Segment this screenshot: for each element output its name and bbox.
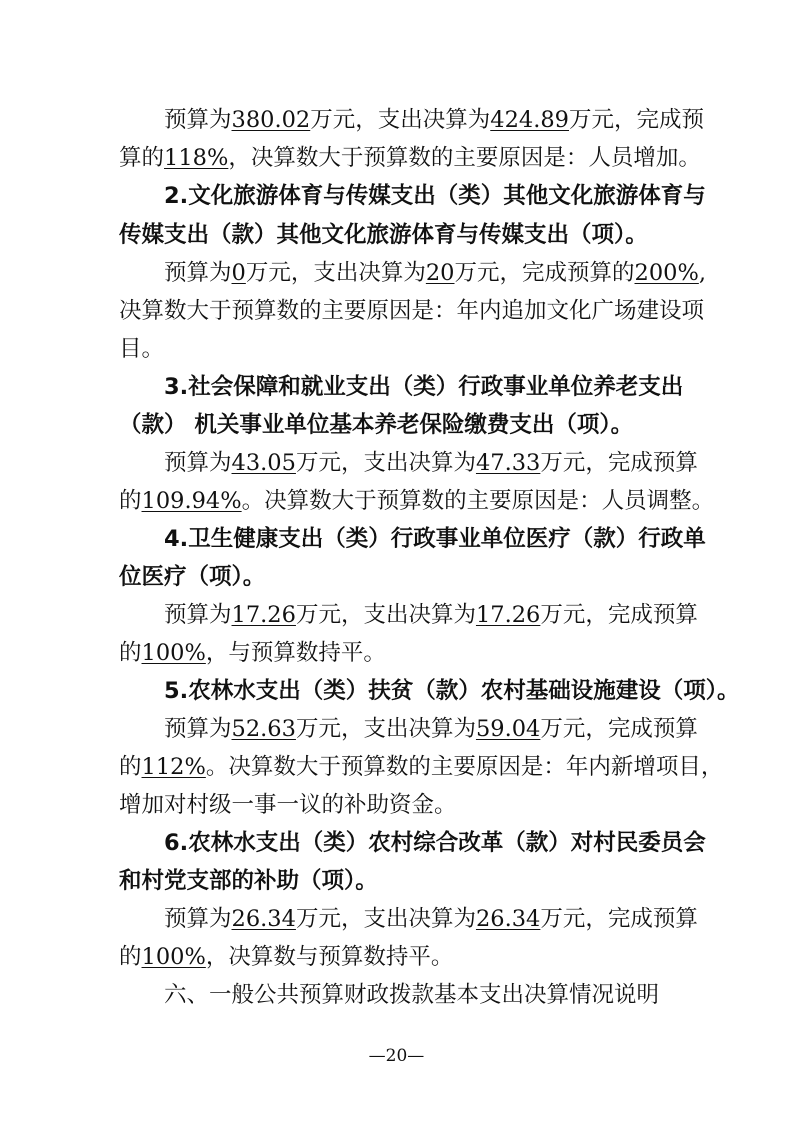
paragraph-4-line-1 <box>164 599 698 631</box>
text: 。决算数大于预算数的主要原因是：年内新增项目， <box>205 754 724 780</box>
paragraph-6-line-2 <box>119 941 453 973</box>
text: 万元，支出决算为 <box>295 450 476 476</box>
text: 万元，支出决算为 <box>245 260 426 286</box>
paragraph-3-line-1 <box>164 447 698 479</box>
heading-2-line-1: 2.文化旅游体育与传媒支出（类）其他文化旅游体育与 <box>164 183 706 209</box>
heading-4-line-1: 4.卫生健康支出（类）行政事业单位医疗（款）行政单 <box>164 526 706 552</box>
paragraph-1-line-1 <box>164 104 704 136</box>
paragraph-5-line-1 <box>164 713 698 745</box>
budget-value: 26.34 <box>231 906 296 932</box>
budget-value: 17.26 <box>231 602 296 628</box>
heading-6-line-2: 和村党支部的补助（项）。 <box>119 868 378 894</box>
paragraph-3-line-2 <box>119 485 714 517</box>
text: ，决算数大于预算数的主要原因是：人员增加。 <box>228 145 701 171</box>
section-heading: 六、一般公共预算财政拨款基本支出决算情况说明 <box>164 982 660 1008</box>
text: 万元，完成预算 <box>540 906 698 932</box>
completion-rate: 100% <box>141 944 206 970</box>
heading-3-line-2: （款） 机关事业单位基本养老保险缴费支出（项）。 <box>119 412 634 438</box>
text: 的 <box>119 640 142 666</box>
actual-value: 26.34 <box>475 906 541 932</box>
text: 的 <box>119 488 142 514</box>
paragraph-2-line-2: 决算数大于预算数的主要原因是：年内追加文化广场建设项 <box>119 298 705 324</box>
text: 预算为 <box>164 716 232 742</box>
paragraph-5-line-2 <box>119 751 723 783</box>
text: 万元，支出决算为 <box>295 906 476 932</box>
heading-5-line-1: 5.农林水支出（类）扶贫（款）农村基础设施建设（项）。 <box>164 678 740 704</box>
text: 万元，完成预算 <box>540 716 698 742</box>
text: 万元，支出决算为 <box>295 602 476 628</box>
heading-6-line-1: 6.农林水支出（类）农村综合改革（款）对村民委员会 <box>164 830 706 856</box>
actual-value: 59.04 <box>475 716 541 742</box>
text: 万元，支出决算为 <box>310 107 491 133</box>
text: 万元，完成预算 <box>540 450 698 476</box>
text: 万元，完成预算 <box>540 602 698 628</box>
text: 的 <box>119 944 142 970</box>
actual-value: 17.26 <box>475 602 541 628</box>
actual-value: 424.89 <box>490 107 569 133</box>
text: , <box>698 260 706 286</box>
heading-2-line-2: 传媒支出（款）其他文化旅游体育与传媒支出（项）。 <box>119 222 648 248</box>
text: 预算为 <box>164 602 232 628</box>
paragraph-6-line-1 <box>164 903 698 935</box>
completion-rate: 109.94% <box>141 488 242 514</box>
budget-value: 43.05 <box>231 450 296 476</box>
paragraph-4-line-2 <box>119 637 386 669</box>
completion-rate: 200% <box>634 260 699 286</box>
completion-rate: 112% <box>141 754 206 780</box>
text: 。决算数大于预算数的主要原因是：人员调整。 <box>241 488 715 514</box>
completion-rate: 100% <box>141 640 206 666</box>
text: 预算为 <box>164 906 232 932</box>
text: 预算为 <box>164 107 232 133</box>
actual-value: 47.33 <box>475 450 541 476</box>
paragraph-2-line-3: 目。 <box>119 336 165 362</box>
budget-value: 380.02 <box>231 107 311 133</box>
text: ，决算数与预算数持平。 <box>205 944 454 970</box>
actual-value: 20 <box>425 260 455 286</box>
paragraph-1-line-2 <box>119 142 701 174</box>
text: ，与预算数持平。 <box>205 640 386 666</box>
text: 万元，完成预算的 <box>454 260 635 286</box>
text: 万元，支出决算为 <box>295 716 476 742</box>
budget-value: 52.63 <box>231 716 296 742</box>
text: 预算为 <box>164 260 232 286</box>
heading-3-line-1: 3.社会保障和就业支出（类）行政事业单位养老支出 <box>164 374 684 400</box>
paragraph-5-line-3: 增加对村级一事一议的补助资金。 <box>119 792 457 818</box>
text: 万元，完成预 <box>569 107 705 133</box>
budget-value: 0 <box>231 260 246 286</box>
paragraph-2-line-1 <box>164 257 706 289</box>
text: 算的 <box>119 145 165 171</box>
text: 的 <box>119 754 142 780</box>
text: 预算为 <box>164 450 232 476</box>
heading-4-line-2: 位医疗（项）。 <box>119 564 266 590</box>
page-number: —20— <box>368 1046 425 1066</box>
completion-rate: 118% <box>164 145 229 171</box>
